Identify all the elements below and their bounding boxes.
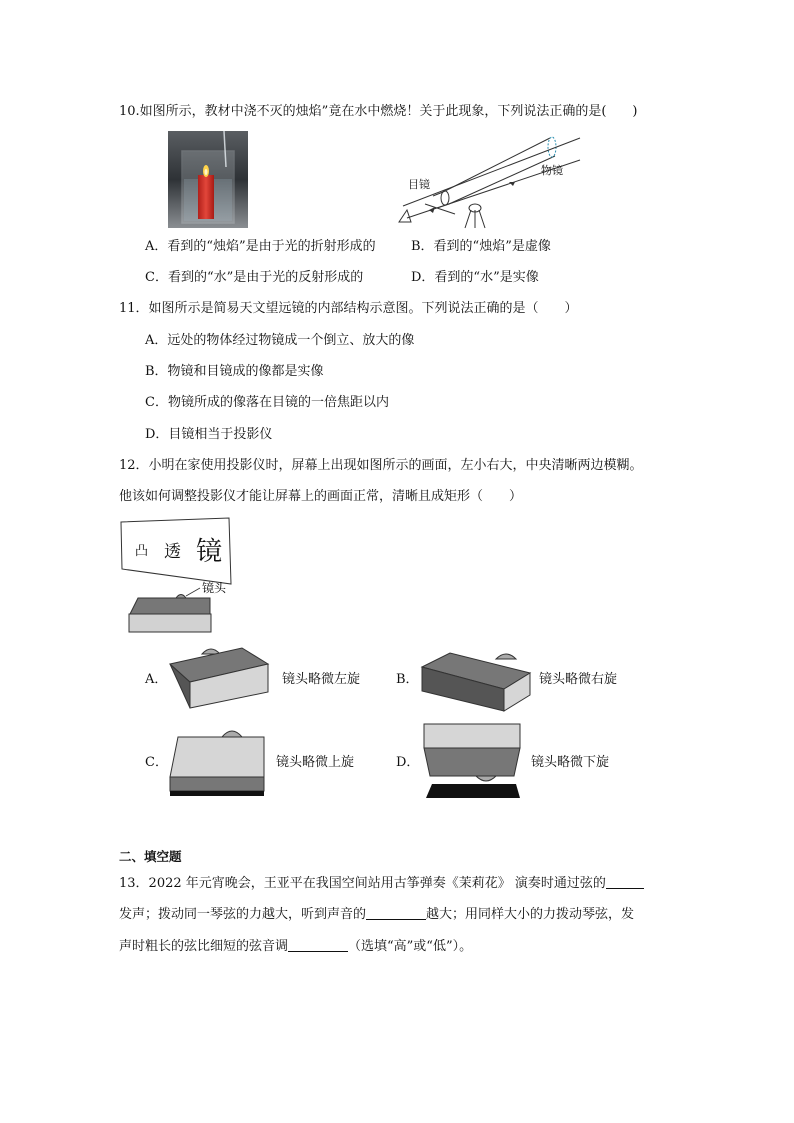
objective-label: 物镜 xyxy=(541,164,563,177)
q13-blank-1[interactable] xyxy=(606,874,644,889)
q12-option-c-letter[interactable]: C． xyxy=(145,755,168,770)
q11-option-b[interactable]: B．物镜和目镜成的像都是实像 xyxy=(145,364,324,379)
section-title: 二、填空题 xyxy=(119,849,182,864)
lens-label: 镜头 xyxy=(202,581,227,595)
q10-option-d[interactable]: D．看到的“水”是实像 xyxy=(411,270,539,285)
q12-stem-line2: 他该如何调整投影仪才能让屏幕上的画面正常，清晰且成矩形（ ） xyxy=(119,489,523,504)
q13-line3 xyxy=(119,937,472,956)
q13-blank-3[interactable] xyxy=(288,937,348,952)
q10-option-c[interactable]: C．看到的“水”是由于光的反射形成的 xyxy=(145,270,364,285)
q12-stem-line1: 12．小明在家使用投影仪时，屏幕上出现如图所示的画面，左小右大，中央清晰两边模糊。 xyxy=(119,458,643,473)
screen-char-2: 透 xyxy=(164,542,181,562)
projection-screen xyxy=(118,517,238,585)
candle-in-water-photo xyxy=(168,131,248,228)
q12-option-b-letter[interactable]: B． xyxy=(396,672,419,687)
q12-option-c-figure[interactable] xyxy=(168,725,268,797)
q13-blank-2[interactable] xyxy=(366,905,426,920)
q12-option-d-text[interactable]: 镜头略微下旋 xyxy=(531,755,610,770)
eyepiece-label: 目镜 xyxy=(408,178,430,191)
screen-char-1: 凸 xyxy=(135,544,149,559)
q12-option-d-letter[interactable]: D． xyxy=(396,755,420,770)
q11-option-d[interactable]: D．目镜相当于投影仪 xyxy=(145,427,273,442)
q12-option-c-text[interactable]: 镜头略微上旋 xyxy=(276,755,355,770)
q12-option-a-figure[interactable] xyxy=(168,642,274,712)
q10-option-a[interactable]: A．看到的“烛焰”是由于光的折射形成的 xyxy=(145,239,376,254)
q13-text-4: 声时粗长的弦比细短的弦音调 xyxy=(119,939,289,954)
q12-option-b-figure[interactable] xyxy=(418,645,534,715)
telescope-diagram xyxy=(395,130,585,230)
q13-line2 xyxy=(119,905,634,924)
screen-char-3: 镜 xyxy=(196,537,223,567)
q12-option-a-text[interactable]: 镜头略微左旋 xyxy=(282,672,361,687)
q12-option-b-text[interactable]: 镜头略微右旋 xyxy=(539,672,618,687)
q13-text-5: （选填“高”或“低”）。 xyxy=(348,939,473,954)
q12-option-a-letter[interactable]: A． xyxy=(145,672,168,687)
q13-text-3: 越大；用同样大小的力拨动琴弦，发 xyxy=(426,907,635,922)
projector-figure xyxy=(126,576,236,636)
q11-option-a[interactable]: A．远处的物体经过物镜成一个倒立、放大的像 xyxy=(145,333,415,348)
q13-line1 xyxy=(119,874,644,893)
q11-stem: 11．如图所示是简易天文望远镜的内部结构示意图。下列说法正确的是（ ） xyxy=(119,301,578,316)
q11-option-c[interactable]: C．物镜所成的像落在目镜的一倍焦距以内 xyxy=(145,395,389,410)
q10-stem: 10.如图所示，教材中浇不灭的烛焰”竟在水中燃烧！关于此现象，下列说法正确的是( ) xyxy=(119,104,638,119)
q10-option-b[interactable]: B．看到的“烛焰”是虚像 xyxy=(411,239,551,254)
q12-option-d-figure[interactable] xyxy=(420,722,524,800)
q13-text-2: 发声；拨动同一琴弦的力越大，听到声音的 xyxy=(119,907,367,922)
q13-text-1: 13．2022 年元宵晚会，王亚平在我国空间站用古筝弹奏《茉莉花》 演奏时通过弦的 xyxy=(119,876,606,891)
